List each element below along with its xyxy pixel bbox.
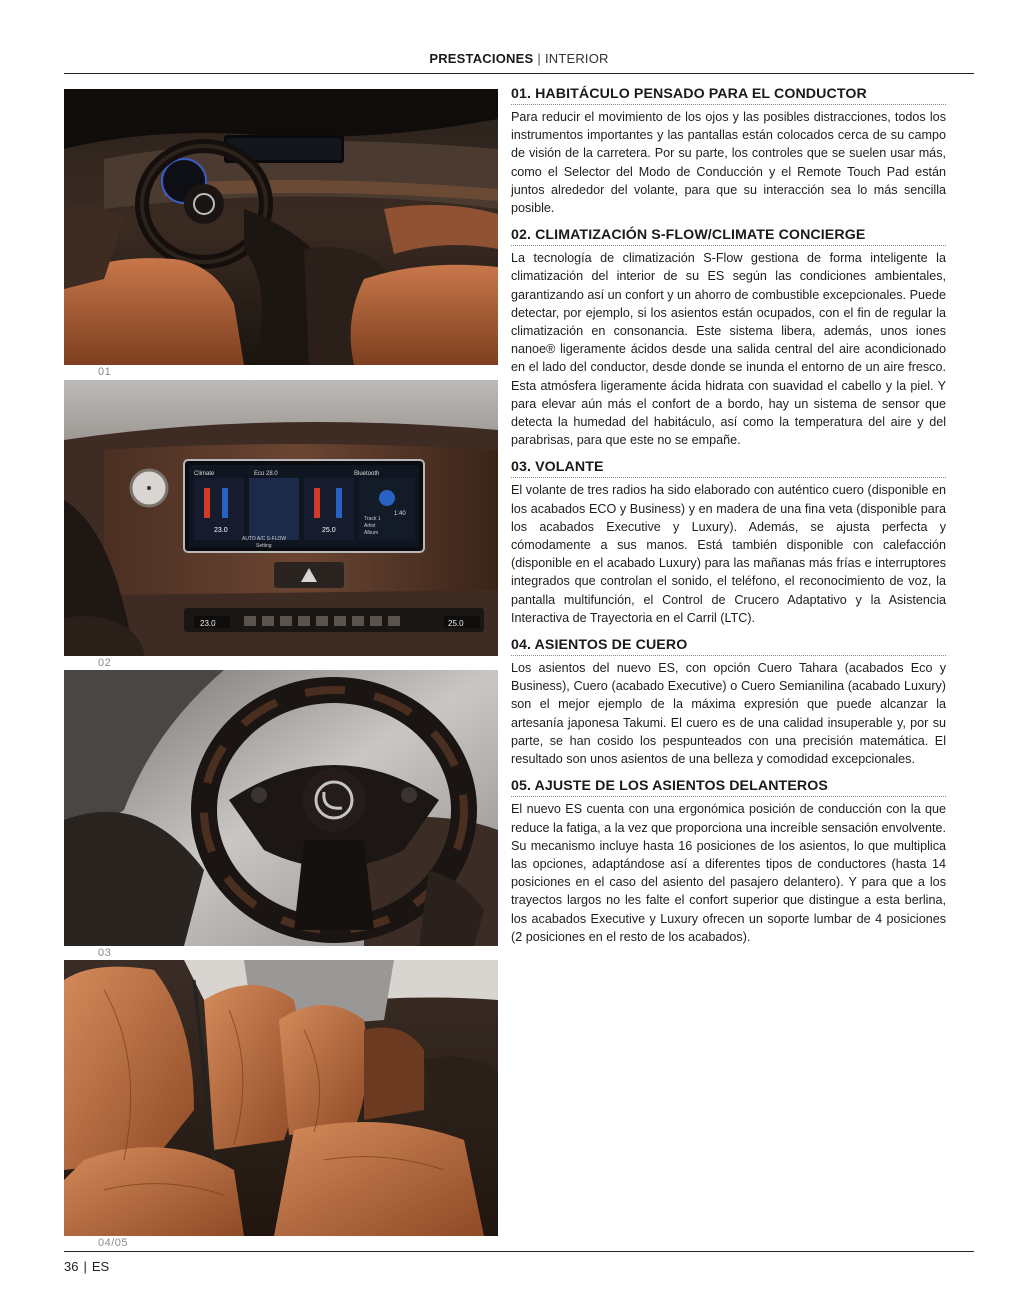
section-03-body: El volante de tres radios ha sido elaborado con auténtico cuero (disponible en los acabados ECO y Business) y en madera de una fina veta (disponible para los acabados Executive y Luxury). Además, se ajusta perfecta y cómodamente a sus manos. Está también disponible con calefacción (disponible en el acabado Luxury) para las mañanas más frías e interruptores integrados que controlan el sonido, el teléfono, el reconocimiento de voz, la pantalla multifunción, el Control de Crucero Adaptativo y la Asistencia Interactiva de Trayectoria en el Carril (LTC). [511, 483, 946, 625]
screen-eco: Eco 28.0 [254, 471, 278, 477]
section-05-body: El nuevo ES cuenta con una ergonómica posición de conducción con la que reduce la fatiga, a la vez que proporciona una increíble sensación envolvente. Su mecanismo incluye hasta 16 posiciones de los asientos, lo que multiplica las opciones, adaptándose así a diferentes tipos de conductores (hasta 14 posiciones en el caso del asiento del pasajero delantero). Y para que a los trayectos largos no les falte el confort superior que distingue a esta berlina, los acabados Executive y Luxury ofrecen un soporte lumbar de 4 posiciones (2 posiciones en el resto de los acabados). [511, 802, 946, 944]
footer-rule [64, 1251, 974, 1252]
photo-infotainment [64, 380, 498, 656]
section-01-title: 01. HABITÁCULO PENSADO PARA EL CONDUCTOR [511, 86, 946, 105]
section-05-title: 05. AJUSTE DE LOS ASIENTOS DELANTEROS [511, 778, 946, 797]
section-label: PRESTACIONES [429, 51, 534, 66]
section-04-body: Los asientos del nuevo ES, con opción Cuero Tahara (acabados Eco y Business), Cuero (acabado Executive) o Cuero Semianilina (acabado Luxury) son el mejor ejemplo de la máxima expresión que puede alcanzar la artesanía japonesa Takumi. El cuero es de una calidad insuperable y, por su parte, se han cosido los pespunteados con una precisión matemática. El resultado son unos asientos de una belleza y comodidad excepcionales. [511, 661, 946, 767]
section-02 [511, 227, 946, 449]
section-04 [511, 637, 946, 768]
page-footer [64, 1259, 109, 1274]
photo-steering-wheel [64, 670, 498, 946]
section-04-title: 04. ASIENTOS DE CUERO [511, 637, 946, 656]
footer-separator: | [83, 1259, 87, 1274]
caption-04-05: 04/05 [98, 1237, 129, 1249]
section-03 [511, 459, 946, 627]
screen-temp-right: 25.0 [322, 527, 336, 534]
screen-media: Bluetooth [354, 471, 380, 477]
section-01-body: Para reducir el movimiento de los ojos y las posibles distracciones, todos los instrumentos importantes y las pantallas están colocados cerca de su campo de visión de la carretera. Por su parte, los controles que se suelen usar más, como el Selector del Modo de Conducción y el Remote Touch Pad están juntos alrededor del volante, para que su interacción sea lo más sencilla posible. [511, 110, 946, 216]
screen-track-1: Track 1 [364, 516, 381, 522]
section-02-title: 02. CLIMATIZACIÓN S-FLOW/CLIMATE CONCIERGE [511, 227, 946, 246]
header-separator: | [537, 51, 541, 66]
leather-seats-image [64, 960, 498, 1236]
header-rule [64, 73, 974, 74]
section-03-title: 03. VOLANTE [511, 459, 946, 478]
text-column [511, 86, 946, 956]
section-01 [511, 86, 946, 217]
screen-track-time: 1:40 [394, 511, 406, 517]
subsection-label: INTERIOR [544, 51, 609, 66]
screen-setting: Setting [256, 543, 272, 549]
car-cockpit-dashboard-image [64, 89, 498, 365]
page-header [64, 51, 974, 66]
steering-wheel-image [64, 670, 498, 946]
caption-03: 03 [98, 947, 112, 959]
model-name: ES [91, 1259, 110, 1274]
caption-02: 02 [98, 657, 112, 669]
caption-01: 01 [98, 366, 112, 378]
panel-temp-right: 25.0 [448, 619, 464, 628]
page-number: 36 [64, 1259, 79, 1274]
section-05 [511, 778, 946, 946]
screen-auto: AUTO A/C S-FLOW [242, 536, 287, 542]
screen-temp-left: 23.0 [214, 527, 228, 534]
screen-artist: Artist [364, 523, 376, 529]
section-02-body: La tecnología de climatización S-Flow gestiona de forma inteligente la climatización del interior de su ES según las condiciones ambientales, garantizando así un confort y un ahorro de combustible excepcionales. Puede detectar, por ejemplo, si los asientos están ocupados, con el fin de regular la climatización en consonancia. Este sistema libera, además, unos iones nanoe® ligeramente ácidos desde una salida central del aire acondicionado en el lado del conductor, desde donde se inunda el entorno de un aire fresco. Esta atmósfera ligeramente ácida hidrata con suavidad el cabello y la piel. Y para elevar aún más el confort de a bordo, hay un sistema de sensor que detecta la humedad del habitáculo, así como la temperatura del aire y del parabrisas, para que este no se empañe. [511, 251, 946, 448]
screen-title: Climate [194, 471, 215, 477]
infotainment-screen-image [64, 380, 498, 656]
photo-cockpit [64, 89, 498, 365]
screen-album: Album [364, 530, 379, 536]
panel-temp-left: 23.0 [200, 619, 216, 628]
photo-leather-seats [64, 960, 498, 1236]
